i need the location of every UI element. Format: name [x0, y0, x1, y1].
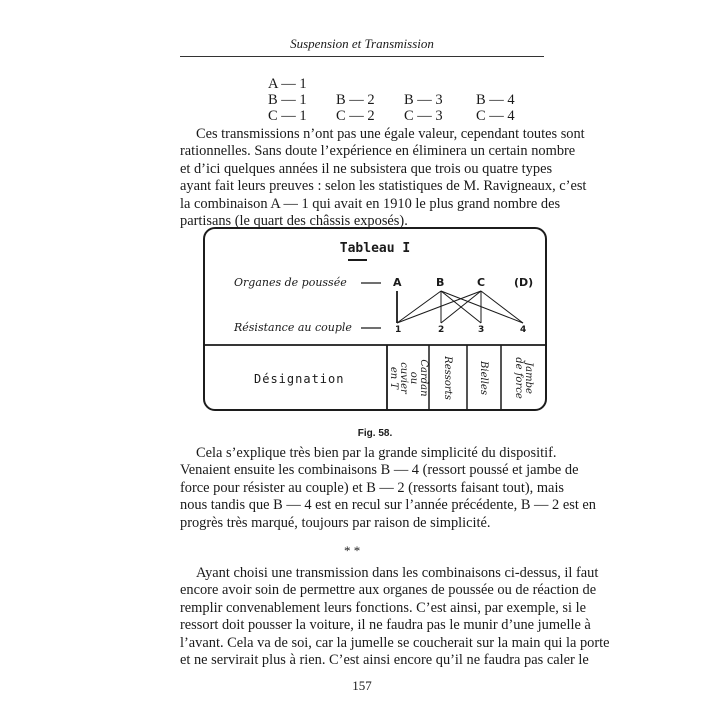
- paragraph-1-line: et d’ici quelques années il ne subsistera que trois ou quatre types: [180, 160, 553, 177]
- link-c-1: [397, 291, 481, 323]
- combo-c4: C — 4: [476, 108, 515, 124]
- letter-c: C: [477, 276, 486, 289]
- number-4: 4: [520, 325, 527, 335]
- row-label-poussee: Organes de poussée: [234, 276, 347, 289]
- paragraph-3-line: encore avoir soin de permettre aux organes de poussée ou de réaction de: [180, 582, 597, 599]
- link-c-4: [481, 291, 523, 323]
- column-bielles: [467, 348, 499, 408]
- paragraph-1-line: la combinaison A — 1 qui avait en 1910 le plus grand nombre des: [180, 195, 561, 212]
- paragraph-1-line: rationnelles. Sans doute l’expérience en éliminera un certain nombre: [180, 143, 576, 160]
- letter-a: A: [393, 276, 402, 289]
- paragraph-3-line: et ne servirait plus à rien. C’est ainsi encore qu’il ne faudra pas caler le: [180, 652, 589, 669]
- figure-caption: Fig. 58.: [357, 428, 393, 439]
- paragraph-2-line: progrès très marqué, toujours par raison de simplicité.: [180, 514, 491, 531]
- paragraph-1-line: partisans (le quart des châssis exposés).: [180, 213, 408, 230]
- page-number: 157: [352, 678, 372, 693]
- paragraph-2: [180, 445, 597, 532]
- running-head: Suspension et Transmission: [290, 36, 434, 51]
- column-cardan-label: Cardan ou cuvier en T: [388, 359, 429, 397]
- column-jambe: [501, 348, 545, 408]
- paragraph-3-line: l’avant. Cela va de soi, car la jumelle se coucherait sur la main qui la porte: [180, 634, 610, 651]
- paragraph-2-line: Cela s’explique très bien par la grande simplicité du dispositif.: [196, 445, 557, 461]
- combo-b4: B — 4: [476, 92, 515, 108]
- letter-d: (D): [514, 276, 534, 289]
- figure-title: Tableau I: [339, 241, 411, 256]
- link-b-1: [397, 291, 441, 323]
- letter-b: B: [436, 276, 445, 289]
- paragraph-3: [180, 565, 610, 669]
- header-rule: [180, 56, 544, 57]
- paragraph-2-line: force pour résister au couple) et B — 2 (ressorts faisant tout), mais: [180, 479, 565, 496]
- paragraph-1-line: Ces transmissions n’ont pas une égale valeur, cependant toutes sont: [196, 126, 585, 142]
- combo-c3: C — 3: [404, 108, 443, 124]
- number-3: 3: [478, 325, 485, 335]
- paragraph-1: [180, 126, 587, 230]
- designation-label: Désignation: [254, 372, 345, 386]
- column-bielles-label: Bielles: [478, 361, 490, 395]
- link-b-4: [441, 291, 523, 323]
- combo-b2: B — 2: [336, 92, 375, 108]
- paragraph-3-line: Ayant choisi une transmission dans les combinaisons ci-dessus, il faut: [196, 565, 599, 581]
- combo-b1: B — 1: [268, 92, 307, 108]
- number-2: 2: [438, 325, 445, 335]
- paragraph-2-line: nous tandis que B — 4 est en recul sur l’année précédente, B — 2 est en: [180, 497, 597, 514]
- column-cardan: [389, 348, 427, 408]
- number-1: 1: [395, 325, 402, 335]
- combo-c2: C — 2: [336, 108, 375, 124]
- column-ressorts-label: Ressorts: [442, 356, 454, 400]
- paragraph-2-line: Venaient ensuite les combinaisons B — 4 (ressort poussé et jambe de: [180, 462, 579, 479]
- paragraph-3-line: ressort doit pousser la voiture, il ne faudra pas le munir d’une jumelle à: [180, 617, 591, 634]
- column-jambe-label: Jambe de force: [513, 357, 534, 399]
- combo-b3: B — 3: [404, 92, 443, 108]
- combo-c1: C — 1: [268, 108, 307, 124]
- column-ressorts: [429, 348, 465, 408]
- paragraph-1-line: ayant fait leurs preuves : selon les statistiques de M. Ravigneaux, c’est: [180, 178, 587, 195]
- section-separator: * *: [344, 543, 361, 558]
- row-label-couple: Résistance au couple: [234, 321, 352, 334]
- combo-a1: A — 1: [268, 76, 307, 92]
- paragraph-3-line: remplir convenablement leurs fonctions. C’est ainsi, par exemple, si le: [180, 599, 587, 616]
